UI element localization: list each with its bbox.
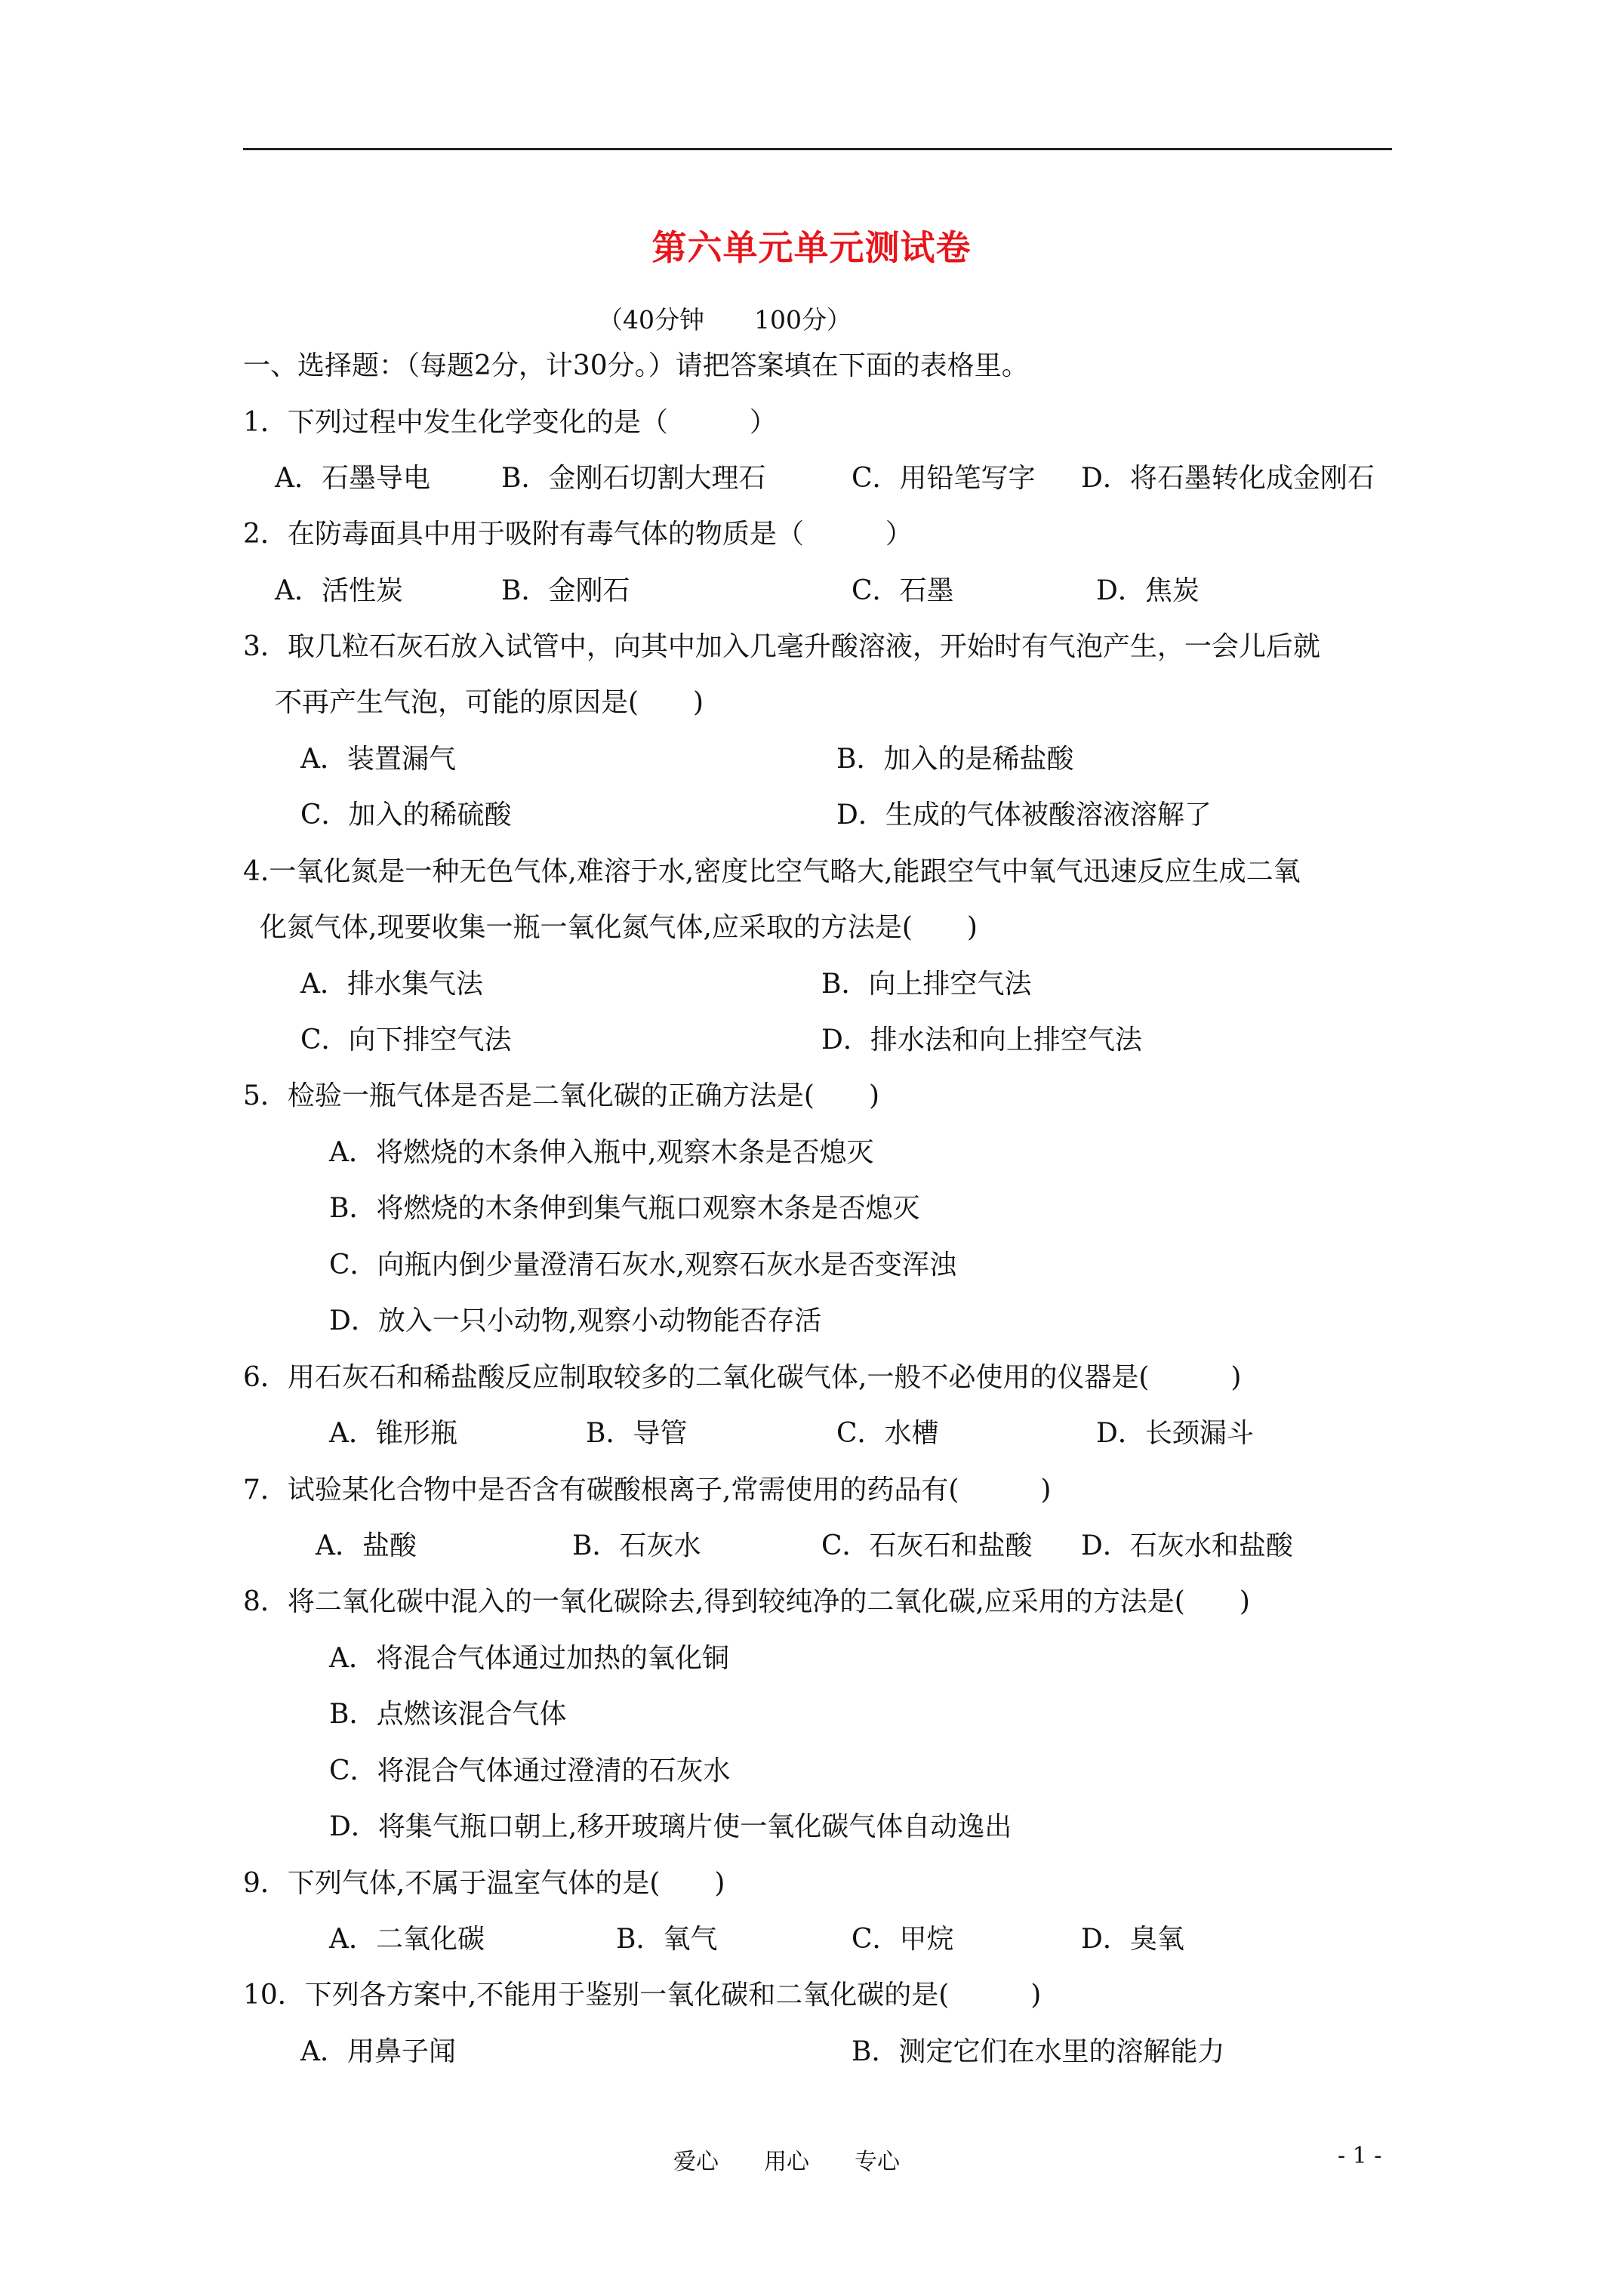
exam-duration-score: （40分钟 100分） (598, 305, 852, 334)
question-option: B．金刚石 (501, 575, 630, 606)
question-option: C．向瓶内倒少量澄清石灰水,观察石灰水是否变浑浊 (329, 1250, 956, 1281)
question-option: C．加入的稀硫酸 (300, 800, 512, 831)
question-option: D．生成的气体被酸溶液溶解了 (836, 800, 1212, 831)
question-option: D．焦炭 (1096, 575, 1200, 606)
question-stem: 7．试验某化合物中是否含有碳酸根离子,常需使用的药品有( ) (243, 1475, 1052, 1505)
question-option: B．加入的是稀盐酸 (836, 744, 1074, 775)
question-option: A．将燃烧的木条伸入瓶中,观察木条是否熄灭 (329, 1137, 874, 1168)
question-option: A．将混合气体通过加热的氧化铜 (329, 1643, 729, 1674)
question-option: C．水槽 (836, 1418, 939, 1449)
question-stem: 3．取几粒石灰石放入试管中，向其中加入几毫升酸溶液，开始时有气泡产生，一会儿后就 (243, 631, 1320, 662)
question-option: C．向下排空气法 (300, 1025, 512, 1056)
question-option: B．金刚石切割大理石 (501, 463, 766, 494)
question-option: A．石墨导电 (275, 463, 430, 494)
page-title: 第六单元单元测试卷 (651, 227, 972, 268)
question-stem-continued: 不再产生气泡，可能的原因是( ) (275, 687, 704, 718)
question-stem: 4.一氧化氮是一种无色气体,难溶于水,密度比空气略大,能跟空气中氧气迅速反应生成二氧 (243, 856, 1301, 887)
question-option: D．排水法和向上排空气法 (821, 1025, 1142, 1056)
question-stem: 9．下列气体,不属于温室气体的是( ) (243, 1868, 725, 1899)
question-option: C．石灰石和盐酸 (821, 1530, 1033, 1561)
question-option: B．向上排空气法 (821, 969, 1032, 1000)
question-option: C．将混合气体通过澄清的石灰水 (329, 1755, 731, 1786)
question-option: A．活性炭 (275, 575, 403, 606)
question-option: A．盐酸 (316, 1530, 417, 1561)
question-stem: 5．检验一瓶气体是否是二氧化碳的正确方法是( ) (243, 1080, 879, 1111)
question-option: B．氧气 (616, 1924, 718, 1955)
question-option: D．石灰水和盐酸 (1081, 1530, 1293, 1561)
question-stem: 2．在防毒面具中用于吸附有毒气体的物质是（ ） (243, 519, 913, 550)
header-rule (243, 148, 1392, 150)
question-option: D．将石墨转化成金刚石 (1081, 463, 1375, 494)
question-stem: 10．下列各方案中,不能用于鉴别一氧化碳和二氧化碳的是( ) (243, 1980, 1042, 2011)
question-option: A．排水集气法 (300, 969, 483, 1000)
question-option: D．将集气瓶口朝上,移开玻璃片使一氧化碳气体自动逸出 (329, 1811, 1012, 1842)
question-stem-continued: 化氮气体,现要收集一瓶一氧化氮气体,应采取的方法是( ) (260, 912, 978, 943)
question-option: D．臭氧 (1081, 1924, 1184, 1955)
question-option: B．将燃烧的木条伸到集气瓶口观察木条是否熄灭 (329, 1193, 920, 1224)
question-option: A．用鼻子闻 (300, 2036, 456, 2067)
question-option: B．石灰水 (572, 1530, 701, 1561)
footer-motto: 爱心 用心 专心 (673, 2149, 900, 2175)
question-stem: 1．下列过程中发生化学变化的是（ ） (243, 407, 777, 438)
question-option: D．放入一只小动物,观察小动物能否存活 (329, 1305, 822, 1336)
question-option: B．测定它们在水里的溶解能力 (852, 2036, 1225, 2067)
question-stem: 8．将二氧化碳中混入的一氧化碳除去,得到较纯净的二氧化碳,应采用的方法是( ) (243, 1586, 1250, 1617)
question-option: D．长颈漏斗 (1096, 1418, 1254, 1449)
section-heading: 一、选择题：（每题2分，计30分。）请把答案填在下面的表格里。 (243, 350, 1029, 381)
question-option: B．点燃该混合气体 (329, 1699, 567, 1730)
question-option: C．甲烷 (852, 1924, 954, 1955)
page-number: - 1 - (1338, 2143, 1382, 2169)
question-option: C．用铅笔写字 (852, 463, 1036, 494)
question-option: C．石墨 (852, 575, 954, 606)
question-option: A．锥形瓶 (329, 1418, 457, 1449)
question-option: A．装置漏气 (300, 744, 456, 775)
question-stem: 6．用石灰石和稀盐酸反应制取较多的二氧化碳气体,一般不必使用的仪器是( ) (243, 1362, 1242, 1393)
question-option: A．二氧化碳 (329, 1924, 485, 1955)
question-option: B．导管 (586, 1418, 688, 1449)
